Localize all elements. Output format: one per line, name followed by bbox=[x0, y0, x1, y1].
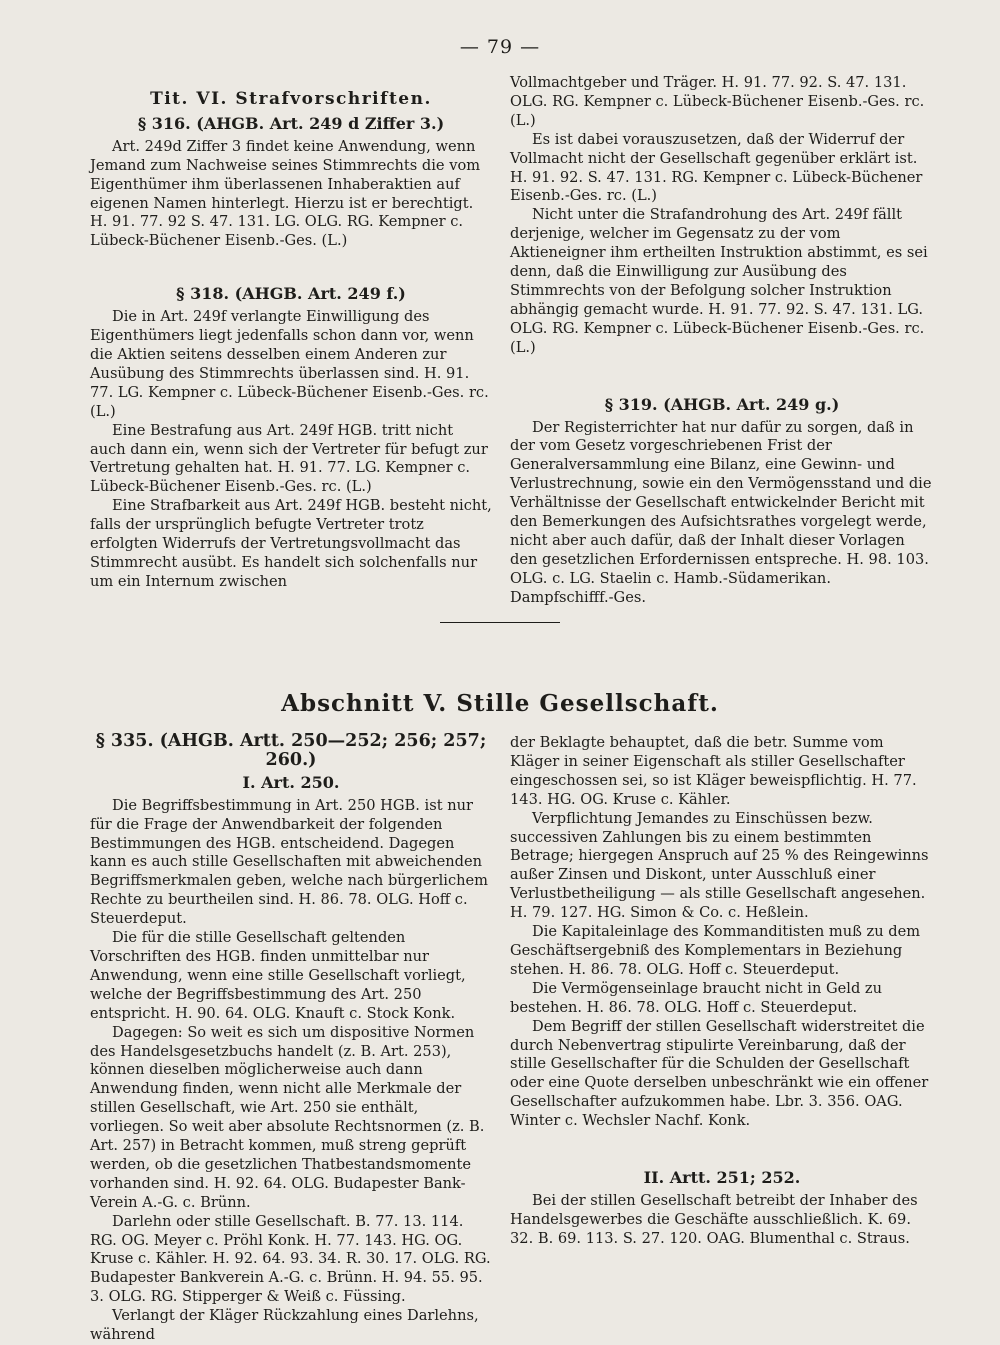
paragraph: Der Registerrichter hat nur dafür zu sorgen, daß in der vom Gesetz vorgeschriebenen Frist der Generalversammlung eine Bilanz, eine Gewinn- und Verlustrechnung, sowie ein den Vermögensstand und die Verhältnisse der Gesellschaft entwickelnder Bericht mit den Bemerkungen des Aufsichtsrathes vorgelegt werde, nicht aber auch dafür, daß der Inhalt dieser Vorlagen den gesetzlichen Erfordernissen entspreche. H. 98. 103. OLG. c. LG. Staelin c. Hamb.-Südamerikan. Dampfschifff.-Ges. bbox=[510, 418, 932, 606]
paragraph: Dagegen: So weit es sich um dispositive Normen des Handelsgesetzbuchs handelt (z. B. Art. 253), können dieselben möglicherweise auch dann Anwendung finden, wenn nicht alle Merkmale der stillen Gesellschaft, wie Art. 250 sie enthält, vorliegen. So weit aber absolute Rechtsnormen (z. B. Art. 257) in Betracht kommen, muß streng geprüft werden, ob die gesetzlichen Thatbestandsmomente vorhanden sind. H. 92. 64. OLG. Budapester Bank-Verein A.-G. c. Brünn. bbox=[90, 1023, 485, 1211]
paragraph: Darlehn oder stille Gesellschaft. B. 77. 13. 114. RG. OG. Meyer c. Pröhl Konk. H. 77. 143. HG. OG. Kruse c. Kähler. H. 92. 64. 93. 34. R. 30. 17. OLG. RG. Budapester Bankverein A.-G. c. Brünn. H. 94. 55. 95. 3. OLG. RG. Stipperger & Weiß c. Füssing. bbox=[90, 1212, 491, 1306]
paragraph: Art. 249d Ziffer 3 findet keine Anwendung, wenn Jemand zum Nachweise seines Stimmrechts die vom Eigenthümer ihm überlassenen Inhaberaktien auf eigenen Namen hinterlegt. Hierzu ist er berechtigt. H. 91. 77. 92 S. 47. 131. LG. OLG. RG. Kempner c. Lübeck-Büchener Eisenb.-Ges. (L.) bbox=[90, 137, 481, 250]
section-319-heading: § 319. (AHGB. Art. 249 g.) bbox=[604, 394, 840, 414]
subsection-heading: I. Art. 250. bbox=[242, 772, 340, 792]
section-318-heading: § 318. (AHGB. Art. 249 f.) bbox=[176, 284, 406, 304]
paragraph: Die Kapitaleinlage des Kommanditisten muß zu dem Geschäftsergebniß des Komplementars in Beziehung stehen. H. 86. 78. OLG. Hoff c. Steuerdeput. bbox=[510, 923, 921, 978]
column-left-top bbox=[90, 90, 492, 592]
column-right-bottom bbox=[510, 734, 934, 1249]
spacer bbox=[510, 1131, 934, 1169]
section-335-heading: § 335. (AHGB. Artt. 250—252; 256; 257; 260.) bbox=[95, 731, 487, 770]
paragraph: Nicht unter die Strafandrohung des Art. 249f fällt derjenige, welcher im Gegensatz zu der vom Aktieneigner ihm ertheilten Instruktion abstimmt, es sei denn, daß die Einwilligung zur Ausübung des Stimmrechts von der Befolgung solcher Instruktion abhängig gemacht wurde. H. 91. 77. 92. S. 47. 131. LG. OLG. RG. Kempner c. Lübeck-Büchener Eisenb.-Ges. rc. (L.) bbox=[510, 206, 928, 356]
page-number: — 79 — bbox=[459, 36, 541, 58]
column-left-bottom bbox=[90, 732, 492, 1345]
paragraph: Bei der stillen Gesellschaft betreibt der Inhaber des Handelsgewerbes die Geschäfte ausschließlich. K. 69. 32. B. 69. 113. S. 27. 120. OAG. Blumenthal c. Straus. bbox=[510, 1191, 918, 1247]
paragraph: Vollmachtgeber und Träger. H. 91. 77. 92. S. 47. 131. OLG. RG. Kempner c. Lübeck-Büchener Eisenb.-Ges. rc. (L.) bbox=[510, 74, 925, 129]
paragraph: Verlangt der Kläger Rückzahlung eines Darlehns, während bbox=[90, 1307, 479, 1344]
column-right-top bbox=[510, 74, 934, 608]
section-316-heading: § 316. (AHGB. Art. 249 d Ziffer 3.) bbox=[137, 113, 445, 133]
paragraph: Eine Strafbarkeit aus Art. 249f HGB. besteht nicht, falls der ursprünglich befugte Vertreter trotz erfolgten Widerrufs der Vertretungsvollmacht das Stimmrecht ausübt. Es handelt sich solchenfalls nur um ein Internum zwischen bbox=[90, 497, 492, 590]
paragraph: Dem Begriff der stillen Gesellschaft widerstreitet die durch Nebenvertrag stipulirte Vereinbarung, daß der stille Gesellschafter für die Schulden der Gesellschaft oder eine Quote derselben unbeschränkt wie ein offener Gesellschafter aufzukommen habe. Lbr. 3. 356. OAG. Winter c. Wechsler Nachf. Konk. bbox=[510, 1017, 929, 1130]
section-title: Abschnitt V. Stille Gesellschaft. bbox=[281, 690, 719, 717]
subsection-heading: II. Artt. 251; 252. bbox=[643, 1168, 801, 1188]
spacer bbox=[90, 251, 492, 285]
paragraph: Die für die stille Gesellschaft geltenden Vorschriften des HGB. finden unmittelbar nur Anwendung, wenn eine stille Gesellschaft vorliegt, welche der Begriffsbestimmung des Art. 250 entspricht. H. 90. 64. OLG. Knauft c. Stock Konk. bbox=[90, 929, 466, 1022]
paragraph: Verpflichtung Jemandes zu Einschüssen bezw. successiven Zahlungen bis zu einem bestimmten Betrage; hiergegen Anspruch auf 25 % des Reingewinns außer Zinsen und Diskont, unter Ausschluß einer Verlustbetheiligung — als stille Gesellschaft angesehen. H. 79. 127. HG. Simon & Co. c. Heßlein. bbox=[510, 809, 929, 922]
paragraph: Die in Art. 249f verlangte Einwilligung des Eigenthümers liegt jedenfalls schon dann vor, wenn die Aktien seitens desselben einem Anderen zur Ausübung des Stimmrechts überlassen sind. H. 91. 77. LG. Kempner c. Lübeck-Büchener Eisenb.-Ges. rc. (L.) bbox=[90, 308, 489, 420]
divider-rule bbox=[440, 622, 560, 623]
title-heading: Tit. VI. Strafvorschriften. bbox=[150, 89, 432, 109]
paragraph: Die Begriffsbestimmung in Art. 250 HGB. ist nur für die Frage der Anwendbarkeit der folgenden Bestimmungen des HGB. entscheidend. Dagegen kann es auch stille Gesellschaften mit abweichenden Begriffsmerkmalen geben, welche nach bürgerlichem Rechte zu beurtheilen sind. H. 86. 78. OLG. Hoff c. Steuerdeput. bbox=[90, 796, 489, 928]
paragraph: Die Vermögenseinlage braucht nicht in Geld zu bestehen. H. 86. 78. OLG. Hoff c. Steuerdeput. bbox=[510, 979, 883, 1016]
spacer bbox=[510, 358, 934, 396]
paragraph: Es ist dabei vorauszusetzen, daß der Widerruf der Vollmacht nicht der Gesellschaft gegenüber erklärt ist. H. 91. 92. S. 47. 131. RG. Kempner c. Lübeck-Büchener Eisenb.-Ges. rc. (L.) bbox=[510, 130, 923, 205]
paragraph: Eine Bestrafung aus Art. 249f HGB. tritt nicht auch dann ein, wenn sich der Vertreter für befugt zur Vertretung gehalten hat. H. 91. 77. LG. Kempner c. Lübeck-Büchener Eisenb.-Ges. rc. (L.) bbox=[90, 421, 488, 496]
paragraph: der Beklagte behauptet, daß die betr. Summe vom Kläger in seiner Eigenschaft als stiller Gesellschafter eingeschossen sei, so ist Kläger beweispflichtig. H. 77. 143. HG. OG. Kruse c. Kähler. bbox=[510, 734, 917, 808]
